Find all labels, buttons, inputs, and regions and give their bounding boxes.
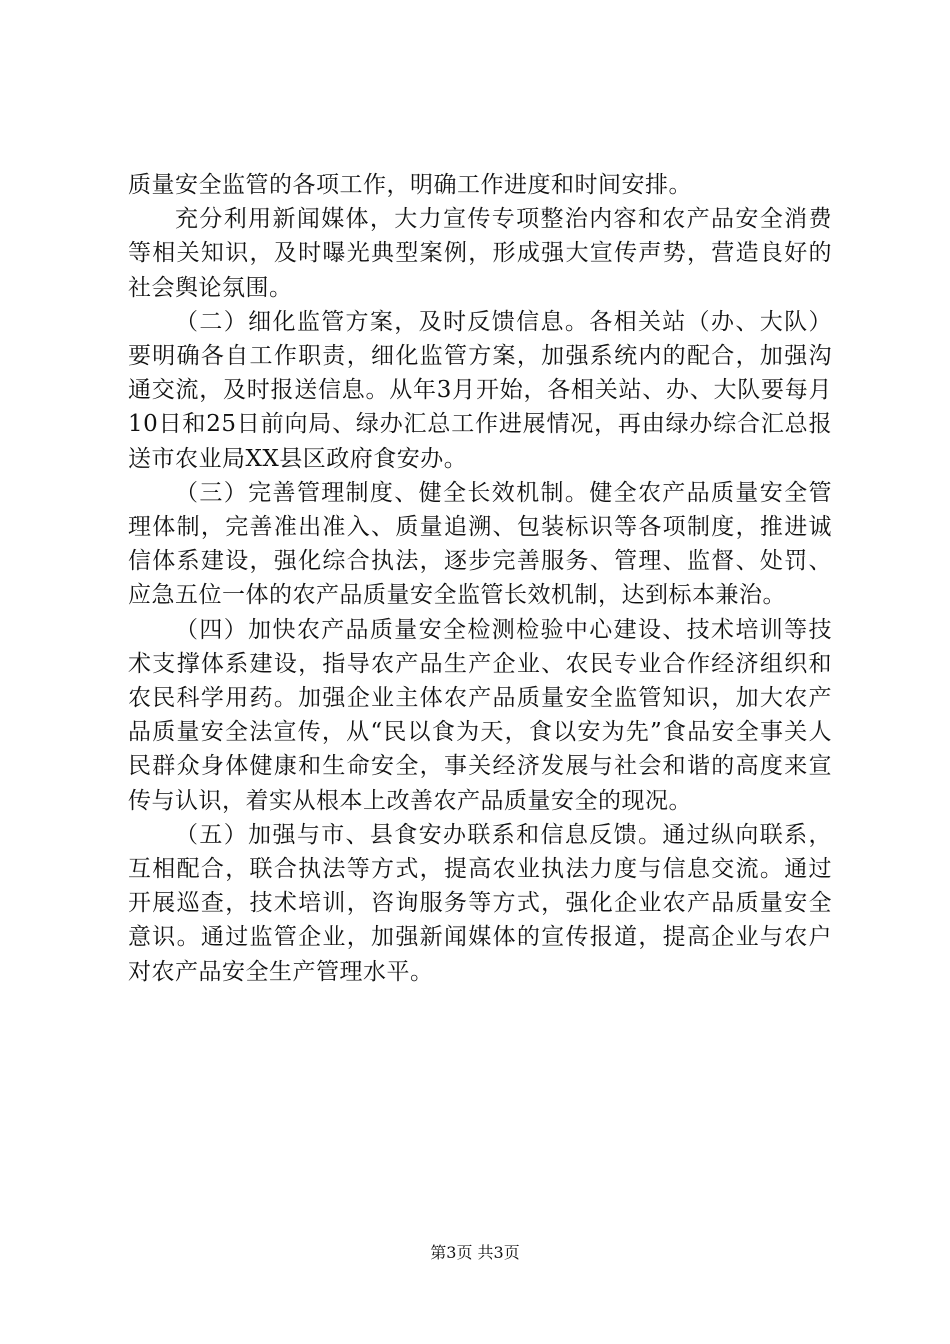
paragraph-continuation: 质量安全监管的各项工作，明确工作进度和时间安排。 (128, 172, 692, 198)
document-body (128, 168, 832, 989)
paragraph-section-2: （二）细化监管方案，及时反馈信息。各相关站（办、大队）要明确各自工作职责，细化监管方案，加强系统内的配合，加强沟通交流，及时报送信息。从年3月开始，各相关站、办、大队要每月10日和25日前向局、绿办汇总工作进展情况，再由绿办综合汇总报送市农业局XX县区政府食安办。 (128, 308, 832, 472)
paragraph-section-3: （三）完善管理制度、健全长效机制。健全农产品质量安全管理体制，完善准出准入、质量追溯、包装标识等各项制度，推进诚信体系建设，强化综合执法，逐步完善服务、管理、监督、处罚、应急五位一体的农产品质量安全监管长效机制，达到标本兼治。 (128, 479, 832, 609)
paragraph-section-5: （五）加强与市、县食安办联系和信息反馈。通过纵向联系，互相配合，联合执法等方式，提高农业执法力度与信息交流。通过开展巡查，技术培训，咨询服务等方式，强化企业农产品质量安全意识。通过监管企业，加强新闻媒体的宣传报道，提高企业与农户对农产品安全生产管理水平。 (128, 821, 832, 985)
paragraph-media-publicity: 充分利用新闻媒体，大力宣传专项整治内容和农产品安全消费等相关知识，及时曝光典型案例，形成强大宣传声势，营造良好的社会舆论氛围。 (128, 206, 832, 301)
page-number-label: 第3页 共3页 (430, 1243, 520, 1262)
paragraph-section-4: （四）加快农产品质量安全检测检验中心建设、技术培训等技术支撑体系建设，指导农产品生产企业、农民专业合作经济组织和农民科学用药。加强企业主体农产品质量安全监管知识，加大农产品质量安全法宣传，从“民以食为天，食以安为先”食品安全事关人民群众身体健康和生命安全，事关经济发展与社会和谐的高度来宣传与认识，着实从根本上改善农产品质量安全的现况。 (128, 616, 832, 814)
page-footer (0, 1242, 950, 1264)
